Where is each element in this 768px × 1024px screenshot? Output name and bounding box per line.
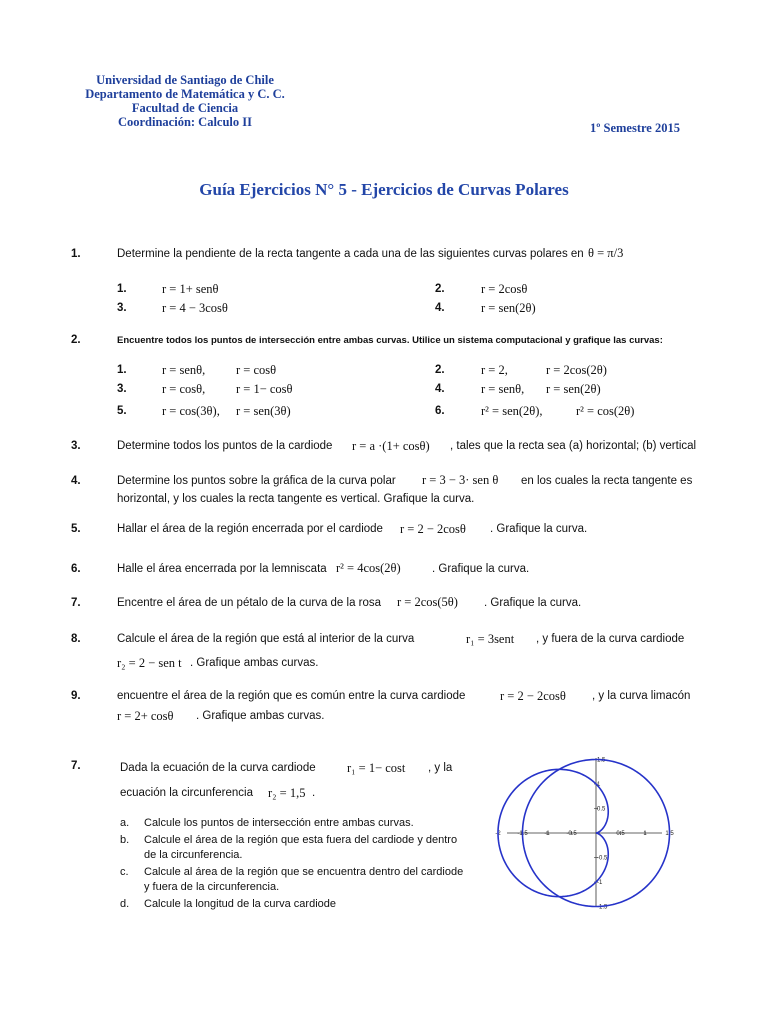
problem-6-formula: r² = 4cos(2θ): [336, 561, 401, 575]
list-item-text: Calcule el área de la región que esta fuera del cardiode y dentro de la circunferencia.: [144, 834, 458, 861]
problem-4-text-line2: horizontal, y los cuales la recta tangente es vertical. Grafique la curva.: [117, 493, 475, 505]
p1-item-number: 4.: [435, 302, 445, 314]
p2-item-number: 2.: [435, 364, 445, 376]
problem-10-text-end2: .: [312, 787, 316, 799]
problem-6-number: 6.: [71, 563, 81, 575]
p2-item-formula-b: r = 1− cosθ: [236, 382, 293, 396]
list-item: [120, 833, 465, 863]
y-tick-label: 1.5: [597, 757, 606, 764]
page-title: Guía Ejercicios N° 5 - Ejercicios de Curvas Polares: [199, 180, 569, 199]
p1-item-number: 1.: [117, 283, 127, 295]
polar-graph: [495, 755, 674, 915]
semester-label: 1º Semestre 2015: [590, 121, 680, 135]
problem-10-formula: r₁ = 1− cost: [347, 761, 406, 775]
x-tick-label: -2: [495, 831, 501, 837]
y-tick-label: -1: [597, 880, 603, 886]
list-item: [120, 897, 465, 912]
p2-item-formula-a: r = senθ,: [162, 363, 206, 377]
p2-item-formula-a: r = senθ,: [481, 382, 525, 396]
p2-item-formula-a: r = cosθ,: [162, 382, 206, 396]
problem-2-text: Encuentre todos los puntos de intersección entre ambas curvas. Utilice un sistema computacional y grafique las curvas:: [117, 335, 663, 346]
p1-item-number: 2.: [435, 283, 445, 295]
p1-item-number: 3.: [117, 302, 127, 314]
p2-item-formula-b: r = sen(2θ): [546, 382, 601, 396]
list-item-text: Calcule la longitud de la curva cardiode: [144, 898, 337, 910]
p1-item-formula: r = 4 − 3cosθ: [162, 301, 228, 315]
problem-3-text-end: , tales que la recta sea (a) horizontal; (b) vertical: [450, 440, 697, 452]
list-item-letter: c.: [120, 866, 129, 878]
p2-item-number: 6.: [435, 405, 445, 417]
problem-3-number: 3.: [71, 440, 81, 452]
problem-4-text: Determine los puntos sobre la gráfica de la curva polar: [117, 475, 396, 487]
faculty-name: Facultad de Ciencia: [131, 101, 239, 115]
problem-8-number: 8.: [71, 633, 81, 645]
problem-10-number: 7.: [71, 760, 81, 772]
x-tick-label: 1.5: [665, 831, 674, 837]
p2-item-formula-a: r = 2,: [481, 363, 508, 377]
list-item-letter: d.: [120, 898, 130, 910]
problem-8-text-end: , y fuera de la curva cardiode: [536, 633, 685, 645]
problem-1-theta: θ = π/3: [588, 246, 624, 260]
problem-9-number: 9.: [71, 690, 81, 702]
problem-6-text-end: . Grafique la curva.: [432, 563, 530, 575]
p2-item-number: 4.: [435, 383, 445, 395]
p2-item-formula-b: r² = cos(2θ): [576, 404, 635, 418]
p2-item-formula-a: r = cos(3θ),: [162, 404, 220, 418]
problem-5-number: 5.: [71, 523, 81, 535]
problem-7-text: Encentre el área de un pétalo de la curva de la rosa: [117, 597, 382, 609]
p1-item-formula: r = 1+ senθ: [162, 282, 219, 296]
institution-header: [60, 73, 310, 129]
problem-7-text-end: . Grafique la curva.: [484, 597, 582, 609]
y-tick-label: 1: [597, 782, 601, 788]
list-item-text: Calcule los puntos de intersección entre ambas curvas.: [144, 817, 414, 829]
problem-2-number: 2.: [71, 334, 81, 346]
problem-4-text-end: en los cuales la recta tangente es: [521, 475, 693, 487]
y-tick-label: -0.5: [597, 855, 608, 862]
problem-10-text: Dada la ecuación de la curva cardiode: [120, 762, 316, 774]
problem-7-formula: r = 2cos(5θ): [397, 595, 458, 609]
problem-9-formula-2: r = 2+ cosθ: [117, 709, 174, 723]
p2-item-formula-a: r² = sen(2θ),: [481, 404, 543, 418]
p2-item-number: 3.: [117, 383, 127, 395]
problem-8-text-line2: . Grafique ambas curvas.: [190, 657, 319, 669]
problem-10-text-line2: ecuación la circunferencia: [120, 787, 253, 799]
list-item-text: Calcule al área de la región que se encuentra dentro del cardiode y fuera de la circunferencia.: [144, 866, 464, 893]
problem-3-text: Determine todos los puntos de la cardiode: [117, 440, 333, 452]
list-item-letter: a.: [120, 817, 130, 829]
p2-item-number: 1.: [117, 364, 127, 376]
problem-9-text-end: , y la curva limacón: [592, 690, 691, 702]
problem-9-formula: r = 2 − 2cosθ: [500, 689, 566, 703]
list-item: [120, 816, 465, 831]
problem-9-text-line2: . Grafique ambas curvas.: [196, 710, 325, 722]
p1-item-formula: r = sen(2θ): [481, 301, 536, 315]
problem-9-text: encuentre el área de la región que es común entre la curva cardiode: [117, 690, 466, 702]
problem-1-text: Determine la pendiente de la recta tangente a cada una de las siguientes curvas polares en: [117, 248, 584, 260]
problem-4-number: 4.: [71, 475, 81, 487]
p2-item-formula-b: r = 2cos(2θ): [546, 363, 607, 377]
x-tick-label: -0.5: [566, 831, 577, 837]
p2-item-formula-b: r = cosθ: [236, 363, 277, 377]
problem-10-text-end: , y la: [428, 762, 453, 774]
y-tick-label: -1.5: [597, 904, 608, 911]
problem-5-text: Hallar el área de la región encerrada por el cardiode: [117, 523, 383, 535]
problem-5-formula: r = 2 − 2cosθ: [400, 522, 466, 536]
university-name: Universidad de Santiago de Chile: [96, 73, 274, 87]
x-tick-label: 1: [643, 831, 647, 837]
problem-8-text: Calcule el área de la región que está al interior de la curva: [117, 633, 415, 645]
x-tick-label: -1.5: [517, 831, 528, 837]
coordination-name: Coordinación: Calculo II: [117, 115, 253, 129]
y-tick-label: 0.5: [597, 806, 606, 813]
problem-1-number: 1.: [71, 248, 81, 260]
problem-3-formula: r = a ·(1+ cosθ): [352, 439, 430, 453]
problem-10-subitems: [120, 816, 465, 912]
problem-5-text-end: . Grafique la curva.: [490, 523, 588, 535]
p2-item-formula-b: r = sen(3θ): [236, 404, 291, 418]
department-name: Departamento de Matemática y C. C.: [85, 87, 285, 101]
problem-8-formula: r₁ = 3sent: [466, 632, 515, 646]
problem-8-formula-2: r₂ = 2 − sen t: [117, 656, 182, 670]
list-item-letter: b.: [120, 834, 130, 846]
list-item: [120, 865, 465, 895]
p1-item-formula: r = 2cosθ: [481, 282, 528, 296]
problem-6-text: Halle el área encerrada por la lemniscata: [117, 563, 327, 575]
p2-item-number: 5.: [117, 405, 127, 417]
problem-4-formula: r = 3 − 3· sen θ: [422, 473, 499, 487]
problem-7-number: 7.: [71, 597, 81, 609]
x-tick-label: 0.5: [616, 831, 625, 837]
problem-10-formula-2: r₂ = 1,5: [268, 786, 306, 800]
x-tick-label: -1: [544, 831, 550, 837]
